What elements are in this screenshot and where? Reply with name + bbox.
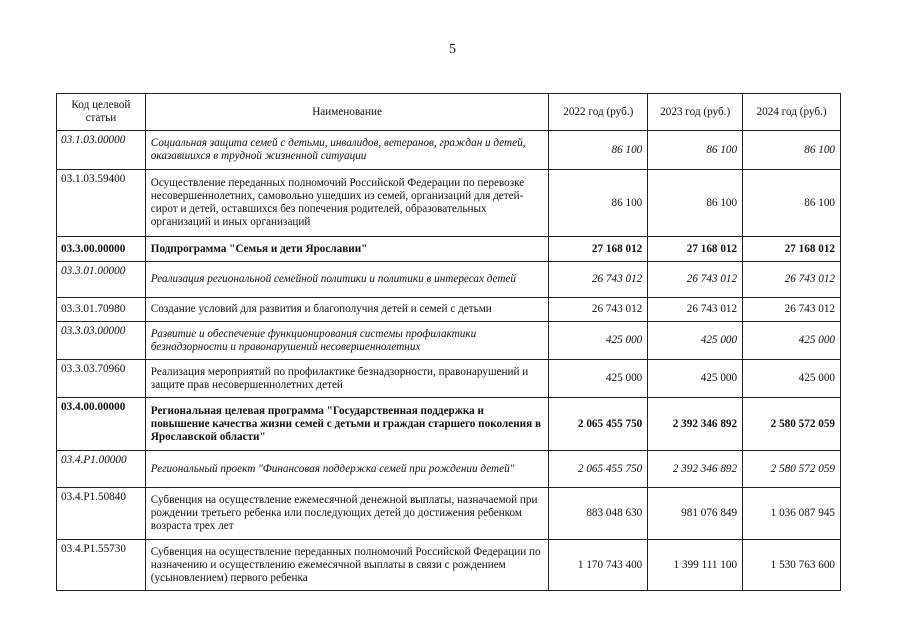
row-code: 03.3.03.00000 [57,322,146,360]
row-2022: 2 065 455 750 [549,398,648,451]
row-name: Субвенция на осуществление ежемесячной денежной выплаты, назначаемой при рождении третьего ребенка или последующих детей до достижения ребенком возраста трех лет [145,488,549,540]
row-2024: 1 036 087 945 [743,488,841,540]
row-name: Осуществление переданных полномочий Российской Федерации по перевозке несовершеннолетних, самовольно ушедших из семей, организаций для детей-сирот и детей, оставшихся без попечения родителей, образовательных организаций и иных организаций [145,170,549,237]
row-2022: 425 000 [549,360,648,398]
row-code: 03.3.01.00000 [57,262,146,298]
table-row [57,170,841,237]
row-2022: 27 168 012 [549,237,648,262]
header-2022: 2022 год (руб.) [549,94,648,131]
row-2023: 425 000 [648,360,743,398]
row-2023: 425 000 [648,322,743,360]
row-2023: 2 392 346 892 [648,398,743,451]
row-2024: 26 743 012 [743,298,841,322]
row-code: 03.1.03.00000 [57,131,146,170]
row-2023: 27 168 012 [648,237,743,262]
table-row [57,131,841,170]
row-2023: 2 392 346 892 [648,451,743,488]
row-2024: 425 000 [743,322,841,360]
row-name: Реализация мероприятий по профилактике безнадзорности, правонарушений и защите прав несовершеннолетних детей [145,360,549,398]
row-2022: 2 065 455 750 [549,451,648,488]
table-row [57,360,841,398]
row-2022: 425 000 [549,322,648,360]
row-name: Субвенция на осуществление переданных полномочий Российской Федерации по назначению и осуществлению ежемесячной выплаты в связи с рождением (усыновлением) первого ребенка [145,540,549,591]
row-name: Подпрограмма "Семья и дети Ярославии" [145,237,549,262]
row-code: 03.3.01.70980 [57,298,146,322]
row-2022: 26 743 012 [549,262,648,298]
row-2024: 86 100 [743,131,841,170]
row-2022: 1 170 743 400 [549,540,648,591]
row-2022: 883 048 630 [549,488,648,540]
table-row [57,540,841,591]
row-code: 03.3.03.70960 [57,360,146,398]
row-name: Реализация региональной семейной политики и политики в интересах детей [145,262,549,298]
table-row [57,322,841,360]
row-2023: 981 076 849 [648,488,743,540]
row-2022: 86 100 [549,131,648,170]
row-2022: 26 743 012 [549,298,648,322]
table-row [57,262,841,298]
row-2024: 2 580 572 059 [743,398,841,451]
header-code: Код целевой статьи [57,94,146,131]
header-2023: 2023 год (руб.) [648,94,743,131]
table-row [57,488,841,540]
row-code: 03.4.P1.50840 [57,488,146,540]
table-row [57,298,841,322]
table-row [57,451,841,488]
row-code: 03.4.P1.00000 [57,451,146,488]
row-2022: 86 100 [549,170,648,237]
row-2023: 1 399 111 100 [648,540,743,591]
row-2023: 26 743 012 [648,298,743,322]
row-2023: 26 743 012 [648,262,743,298]
row-code: 03.4.P1.55730 [57,540,146,591]
row-code: 03.4.00.00000 [57,398,146,451]
row-2023: 86 100 [648,131,743,170]
page-number: 5 [449,42,456,57]
row-2024: 27 168 012 [743,237,841,262]
row-code: 03.1.03.59400 [57,170,146,237]
row-name: Региональный проект "Финансовая поддержка семей при рождении детей" [145,451,549,488]
row-2024: 425 000 [743,360,841,398]
budget-table [56,93,841,591]
header-2024: 2024 год (руб.) [743,94,841,131]
row-2023: 86 100 [648,170,743,237]
row-name: Региональная целевая программа "Государственная поддержка и повышение качества жизни семей с детьми и граждан старшего поколения в Ярославской области" [145,398,549,451]
table-row [57,398,841,451]
header-name: Наименование [145,94,549,131]
table-row [57,237,841,262]
table-header-row [57,94,841,131]
row-name: Создание условий для развития и благополучия детей и семей с детьми [145,298,549,322]
row-name: Социальная защита семей с детьми, инвалидов, ветеранов, граждан и детей, оказавшихся в трудной жизненной ситуации [145,131,549,170]
row-2024: 86 100 [743,170,841,237]
row-name: Развитие и обеспечение функционирования системы профилактики безнадзорности и правонарушений несовершеннолетних [145,322,549,360]
row-2024: 26 743 012 [743,262,841,298]
row-code: 03.3.00.00000 [57,237,146,262]
row-2024: 2 580 572 059 [743,451,841,488]
row-2024: 1 530 763 600 [743,540,841,591]
